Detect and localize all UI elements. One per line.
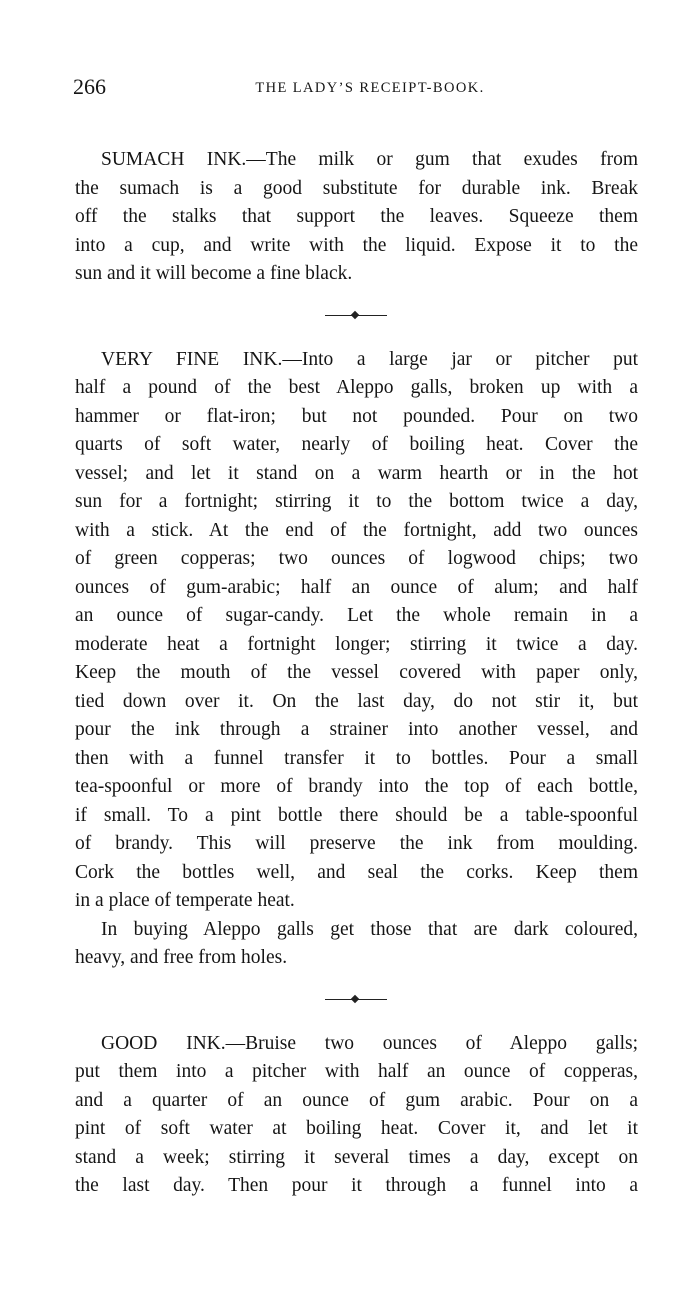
- text-line: stand a week; stirring it several times a day, except on: [75, 1146, 638, 1168]
- text-line: sun for a fortnight; stirring it to the bottom twice a day,: [75, 491, 638, 512]
- text-line: the sumach is a good substitute for durable ink. Break: [75, 177, 638, 199]
- text-line: sun and it will become a fine black.: [75, 263, 353, 284]
- text-line: put them into a pitcher with half an ounce of copperas,: [75, 1061, 638, 1082]
- text-line: of brandy. This will preserve the ink from moulding.: [75, 833, 638, 854]
- section-divider-ornament: [75, 973, 638, 1030]
- text-line: ounces of gum-arabic; half an ounce of alum; and half: [75, 576, 638, 598]
- text-line: then with a funnel transfer it to bottles. Pour a small: [75, 747, 638, 769]
- text-line: moderate heat a fortnight longer; stirring it twice a day.: [75, 633, 638, 655]
- text-line: quarts of soft water, nearly of boiling heat. Cover the: [75, 434, 638, 455]
- page-body: [75, 146, 638, 1201]
- page-number: 266: [73, 74, 106, 99]
- text-line: GOOD INK.—Bruise two ounces of Aleppo galls;: [101, 1032, 638, 1054]
- paragraph: [75, 346, 638, 916]
- text-line: In buying Aleppo galls get those that are dark coloured,: [101, 918, 638, 940]
- text-line: in a place of temperate heat.: [75, 890, 295, 911]
- paragraph: [75, 916, 638, 973]
- text-line: vessel; and let it stand on a warm hearth or in the hot: [75, 462, 638, 484]
- text-line: heavy, and free from holes.: [75, 947, 288, 968]
- text-line: of green copperas; two ounces of logwood chips; two: [75, 548, 638, 569]
- text-line: VERY FINE INK.—Into a large jar or pitcher put: [101, 348, 638, 370]
- text-line: an ounce of sugar-candy. Let the whole remain in a: [75, 605, 638, 626]
- text-line: hammer or flat-iron; but not pounded. Pour on two: [75, 405, 638, 427]
- text-line: Cork the bottles well, and seal the corks. Keep them: [75, 861, 638, 883]
- text-line: pour the ink through a strainer into another vessel, and: [75, 719, 638, 740]
- text-line: with a stick. At the end of the fortnight, add two ounces: [75, 519, 638, 541]
- text-line: into a cup, and write with the liquid. Expose it to the: [75, 234, 638, 256]
- text-line: pint of soft water at boiling heat. Cover it, and let it: [75, 1118, 638, 1139]
- paragraph: [75, 1030, 638, 1201]
- text-line: tea-spoonful or more of brandy into the top of each bottle,: [75, 776, 638, 797]
- text-line: the last day. Then pour it through a funnel into a: [75, 1175, 638, 1196]
- text-line: Keep the mouth of the vessel covered with paper only,: [75, 662, 638, 683]
- text-line: and a quarter of an ounce of gum arabic. Pour on a: [75, 1089, 638, 1111]
- running-head: THE LADY’S RECEIPT-BOOK.: [255, 80, 485, 96]
- section-divider-ornament: [75, 289, 638, 346]
- text-line: SUMACH INK.—The milk or gum that exudes from: [101, 149, 638, 170]
- text-line: tied down over it. On the last day, do not stir it, but: [75, 690, 638, 712]
- paragraph: [75, 146, 638, 289]
- text-line: if small. To a pint bottle there should be a table-spoonful: [75, 804, 638, 826]
- text-line: half a pound of the best Aleppo galls, broken up with a: [75, 377, 638, 398]
- text-line: off the stalks that support the leaves. Squeeze them: [75, 206, 638, 227]
